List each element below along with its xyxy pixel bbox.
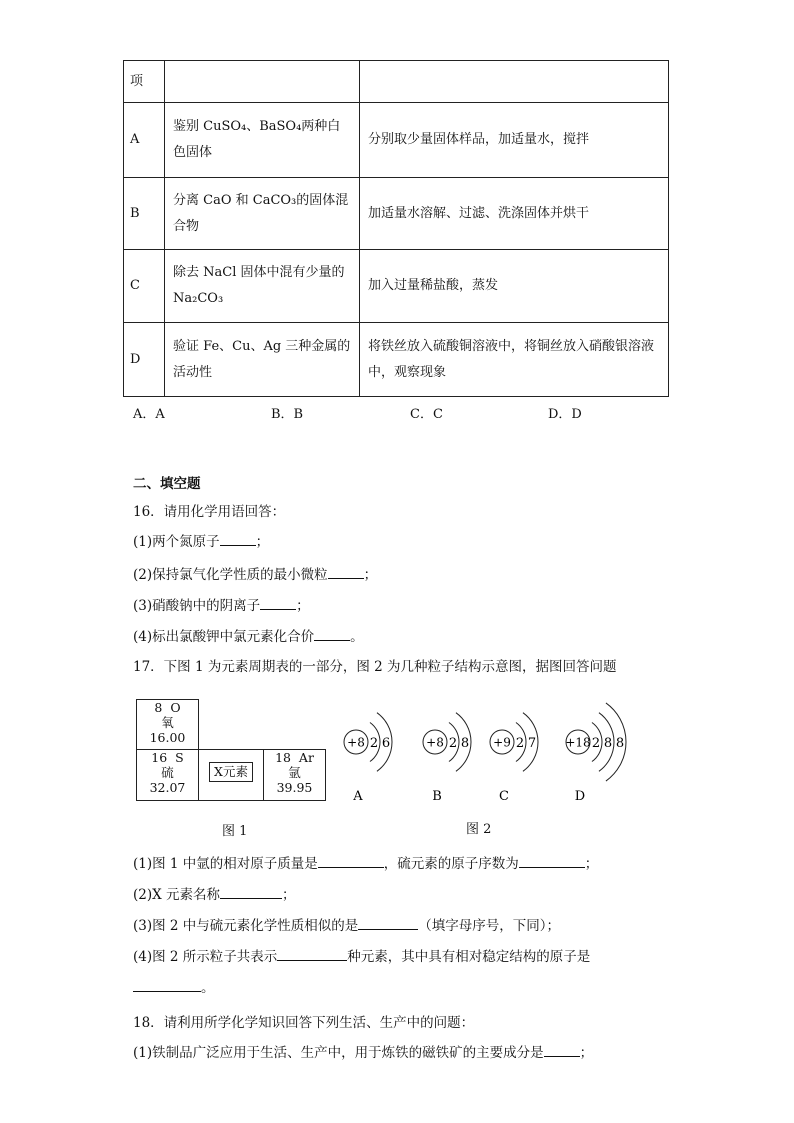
answer-blank[interactable]	[260, 595, 296, 610]
nucleus-charge: +9	[493, 735, 511, 750]
shell-electron-count: 7	[527, 736, 537, 751]
particle-a	[344, 713, 392, 804]
q16-item-2-end: ；	[363, 567, 378, 583]
q16-item-1	[133, 530, 269, 550]
q17-stem: 17．下图 1 为元素周期表的一部分，图 2 为几种粒子结构示意图，据图回答问题	[133, 659, 617, 675]
x-element-label: X元素	[209, 762, 253, 782]
element-number-symbol: 16 S	[151, 750, 184, 765]
shell-electron-count: 2	[591, 736, 601, 751]
q17-question-3	[133, 914, 560, 934]
q17-q4-end: 。	[201, 980, 215, 996]
particle-c	[490, 713, 538, 804]
q17-q1-end: ；	[584, 856, 599, 872]
element-number-symbol: 18 Ar	[275, 750, 314, 765]
particle-label: C	[499, 789, 509, 804]
element-mass: 16.00	[149, 730, 186, 745]
q16-item-3-end: ；	[296, 598, 310, 614]
q17-q4-text: (4)图 2 所示粒子共表示	[133, 949, 278, 965]
shell-electron-count: 8	[603, 736, 613, 751]
element-name: 氧	[161, 715, 174, 730]
q17-q2-end: ；	[282, 887, 296, 903]
row-method	[360, 61, 669, 103]
shell-electron-count: 8	[615, 736, 625, 751]
q17-q4-text-2: 种元素，其中具有相对稳定结构的原子是	[347, 949, 591, 965]
element-cell-x	[198, 749, 264, 801]
answer-blank[interactable]	[277, 946, 347, 961]
nucleus-charge: +8	[426, 735, 444, 750]
element-name: 硫	[161, 765, 174, 780]
q17-question-2	[133, 883, 296, 903]
row-label: 项	[124, 61, 165, 103]
q17-question-4-cont	[133, 976, 215, 996]
q16-item-1-end: ；	[255, 534, 270, 550]
row-desc: 验证 Fe、Cu、Ag 三种金属的活动性	[165, 323, 360, 397]
particle-b	[423, 713, 471, 804]
answer-blank[interactable]	[220, 531, 256, 546]
shell-electron-count: 2	[369, 736, 379, 751]
element-number-symbol: 8 O	[154, 700, 181, 715]
particle-label: D	[574, 789, 586, 804]
shell-electron-count: 2	[448, 736, 458, 751]
row-label: D	[124, 323, 165, 397]
particle-label: B	[432, 789, 442, 804]
element-cell-sulfur	[136, 749, 199, 801]
fig2-caption: 图 2	[466, 822, 492, 837]
q18-stem: 18．请利用所学化学知识回答下列生活、生产中的问题：	[133, 1015, 475, 1031]
fig1-caption: 图 1	[222, 824, 248, 839]
answer-blank[interactable]	[220, 884, 282, 899]
element-mass: 39.95	[276, 780, 313, 795]
particle-label: A	[353, 789, 363, 804]
shell-electron-count: 6	[381, 736, 391, 751]
answer-blank[interactable]	[328, 564, 364, 579]
element-cell-oxygen	[136, 699, 199, 750]
row-method: 将铁丝放入硫酸铜溶液中，将铜丝放入硝酸银溶液中，观察现象	[360, 323, 669, 397]
q17-q1-text: (1)图 1 中氩的相对原子质量是	[133, 856, 318, 872]
row-desc: 除去 NaCl 固体中混有少量的 Na₂CO₃	[165, 250, 360, 323]
row-label: B	[124, 178, 165, 250]
q15-table	[123, 60, 669, 397]
element-cell-argon	[263, 749, 326, 801]
table-row	[124, 323, 669, 397]
answer-blank[interactable]	[318, 853, 384, 868]
q18-question-1	[133, 1041, 593, 1061]
answer-blank[interactable]	[544, 1042, 580, 1057]
element-mass: 32.07	[149, 780, 186, 795]
answer-blank[interactable]	[133, 977, 201, 992]
option-c[interactable]: C．C	[410, 407, 443, 422]
row-method: 分别取少量固体样品，加适量水，搅拌	[360, 103, 669, 178]
particle-diagrams	[330, 692, 630, 804]
nucleus-charge: +18	[565, 735, 591, 750]
element-name: 氩	[288, 765, 301, 780]
nucleus-charge: +8	[347, 735, 365, 750]
answer-blank[interactable]	[358, 915, 418, 930]
table-row	[124, 178, 669, 250]
q16-item-3-text: (3)硝酸钠中的阴离子	[133, 598, 261, 614]
answer-blank[interactable]	[519, 853, 585, 868]
q17-q3-end: （填字母序号，下同）；	[418, 918, 561, 934]
row-method: 加适量水溶解、过滤、洗涤固体并烘干	[360, 178, 669, 250]
q16-stem: 16．请用化学用语回答：	[133, 504, 286, 520]
table-row	[124, 103, 669, 178]
q17-question-1	[133, 852, 598, 872]
q16-item-3	[133, 594, 310, 614]
answer-blank[interactable]	[314, 626, 350, 641]
option-d[interactable]: D．D	[548, 407, 582, 422]
q18-q1-text: (1)铁制品广泛应用于生活、生产中，用于炼铁的磁铁矿的主要成分是	[133, 1045, 544, 1061]
row-method: 加入过量稀盐酸，蒸发	[360, 250, 669, 323]
row-label: A	[124, 103, 165, 178]
option-b[interactable]: B．B	[271, 407, 304, 422]
particle-d	[565, 703, 626, 804]
option-a[interactable]: A．A	[133, 407, 165, 422]
section-title: 二、填空题	[133, 476, 201, 492]
q16-item-4-text: (4)标出氯酸钾中氯元素化合价	[133, 629, 315, 645]
q16-item-1-text: (1)两个氮原子	[133, 534, 220, 550]
q16-item-2	[133, 563, 377, 583]
q16-item-2-text: (2)保持氯气化学性质的最小微粒	[133, 567, 328, 583]
q16-item-4-end: 。	[350, 629, 364, 645]
shell-electron-count: 2	[515, 736, 525, 751]
q17-question-4	[133, 945, 590, 965]
q16-item-4	[133, 625, 364, 645]
row-desc	[165, 61, 360, 103]
q17-q2-text: (2)X 元素名称	[133, 887, 221, 903]
q17-q3-text: (3)图 2 中与硫元素化学性质相似的是	[133, 918, 359, 934]
q17-q1-mid: ，硫元素的原子序数为	[383, 856, 519, 872]
table-row	[124, 250, 669, 323]
row-label: C	[124, 250, 165, 323]
q18-q1-end: ；	[579, 1045, 594, 1061]
shell-electron-count: 8	[460, 736, 470, 751]
table-row	[124, 61, 669, 103]
row-desc: 分离 CaO 和 CaCO₃的固体混合物	[165, 178, 360, 250]
row-desc: 鉴别 CuSO₄、BaSO₄两种白色固体	[165, 103, 360, 178]
